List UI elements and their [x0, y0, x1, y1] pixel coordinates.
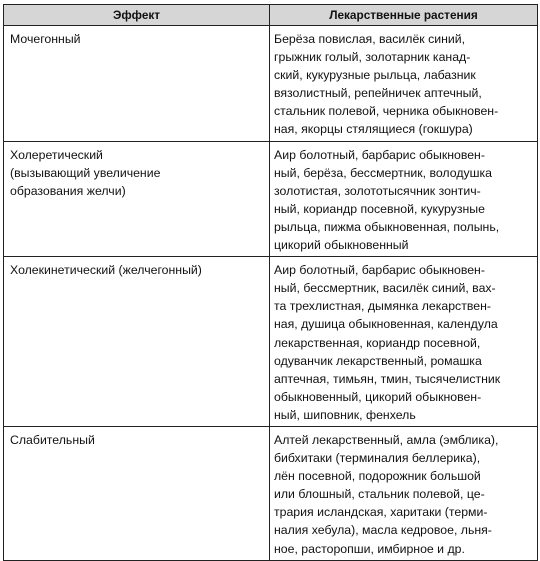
plants-text-line: одуванчик лекарственный, ромашка [274, 353, 482, 368]
plants-text-line: золотистая, золототысячник зонтич- [274, 183, 481, 198]
plants-text-line: вязолистный, репейничек аптечный, [274, 86, 482, 101]
plants-text-line: трария исландская, харитаки (терми- [274, 505, 488, 520]
effect-text-line: Холеретический [10, 147, 103, 162]
effect-text-line: (вызывающий увеличение [10, 165, 161, 180]
plants-text-line: обыкновенный, цикорий обыкновен- [274, 389, 482, 404]
effect-cell [4, 257, 270, 427]
table-row [4, 26, 538, 142]
plants-cell [270, 141, 538, 257]
plants-column-header: Лекарственные растения [270, 5, 538, 26]
effect-text-line: образования желчи) [10, 183, 126, 198]
effect-text-line: Мочегонный [10, 32, 81, 46]
effect-cell [4, 426, 270, 560]
effect-column-header: Эффект [4, 5, 270, 26]
plants-text-line: аптечная, тимьян, тмин, тысячелистник [274, 371, 501, 386]
plants-text-line: та трехлистная, дымянка лекарствен- [274, 299, 491, 314]
plants-text-line: Берёза повислая, василёк синий, [274, 32, 466, 46]
effect-text-line: Холекинетический (желчегонный) [10, 263, 202, 278]
plants-text-line: ная, душица обыкновенная, календула [274, 317, 498, 332]
plants-text-line: ский, кукурузные рыльца, лабазник [274, 68, 476, 83]
plants-text-line: налия хебула), масла кедровое, льня- [274, 523, 492, 538]
plants-text-line: грыжник голый, золотарник канад- [274, 50, 471, 65]
plants-text-line: бибхитаки (терминалия беллерика), [274, 451, 481, 466]
plants-text-line: ный, бессмертник, василёк синий, вах- [274, 281, 496, 296]
plants-text-line: Аир болотный, барбарис обыкновен- [274, 147, 485, 162]
plants-text-line: ный, берёза, бессмертник, володушка [274, 165, 492, 180]
medicinal-plants-table [3, 4, 538, 561]
plants-cell [270, 426, 538, 560]
plants-text-line: ное, расторопши, имбирное и др. [274, 541, 465, 556]
plants-text-line: ный, кориандр посевной, кукурузные [274, 201, 485, 216]
plants-text-line: или блошный, стальник полевой, це- [274, 487, 485, 502]
plants-text-line: стальник полевой, черника обыкновен- [274, 104, 499, 119]
plants-text-line: цикорий обыкновенный [274, 238, 409, 253]
table-body [4, 26, 538, 561]
plants-cell [270, 257, 538, 427]
effect-cell [4, 26, 270, 142]
plants-text-line: ный, шиповник, фенхель [274, 407, 416, 422]
table-row [4, 141, 538, 257]
table-row [4, 426, 538, 560]
effect-cell [4, 141, 270, 257]
table-row [4, 257, 538, 427]
plants-cell [270, 26, 538, 142]
plants-text-line: лён посевной, подорожник большой [274, 469, 481, 484]
header-row [4, 5, 538, 26]
plants-text-line: Аир болотный, барбарис обыкновен- [274, 263, 485, 278]
plants-text-line: Алтей лекарственный, амла (эмблика), [274, 432, 499, 447]
plants-text-line: ная, якорцы стялящиеся (гокшура) [274, 122, 473, 137]
table-header [4, 5, 538, 26]
plants-text-line: лекарственная, кориандр посевной, [274, 335, 481, 350]
plants-text-line: рыльца, пижма обыкновенная, полынь, [274, 219, 500, 234]
effect-text-line: Слабительный [10, 432, 95, 447]
